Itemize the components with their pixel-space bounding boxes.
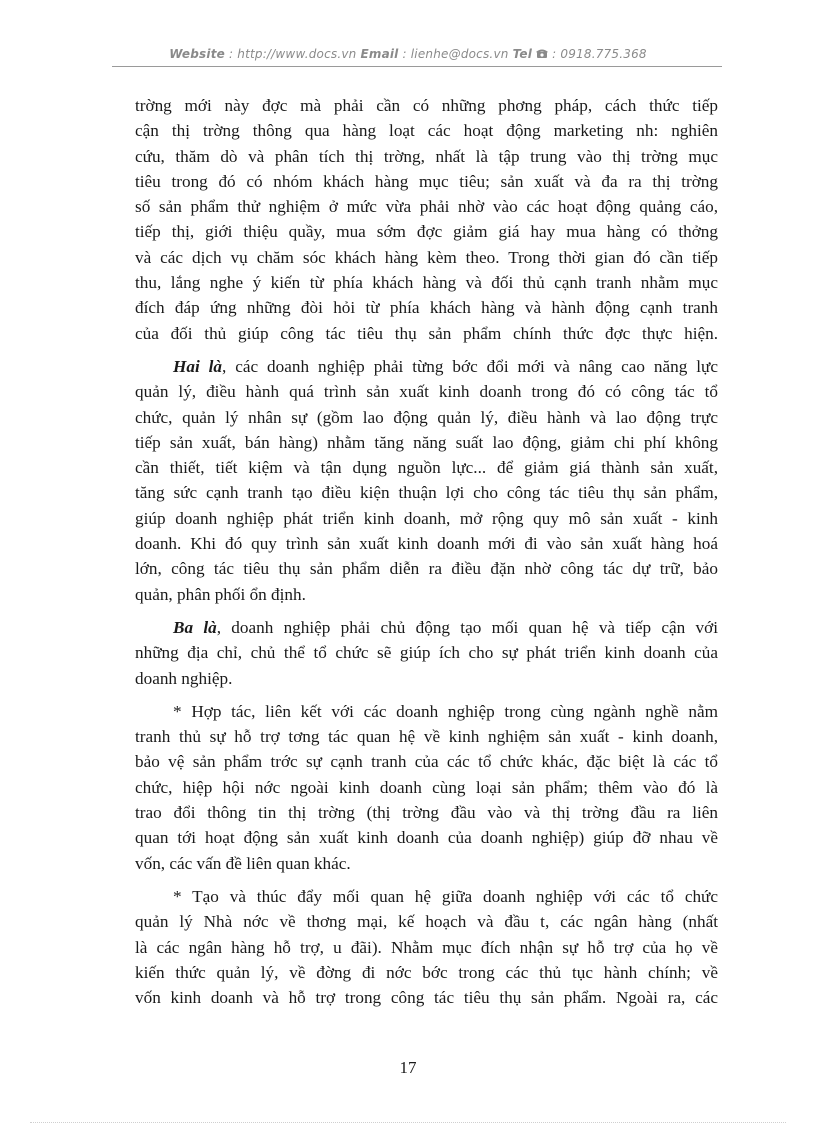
paragraph (135, 699, 718, 876)
text-line: và các dịch vụ chăm sóc khách hàng kèm theo. Trong thời gian đó cần tiếp (135, 247, 718, 267)
email-label: Email (360, 47, 399, 61)
text-line: * Tạo và thúc đẩy mối quan hệ giữa doanh nghiệp với các tổ chức (173, 886, 718, 906)
text-line: cần thiết, tiết kiệm và tận dụng nguồn lực... để giảm giá thành sản xuất, (135, 458, 718, 478)
text-line: doanh. Khi đó quy trình sản xuất kinh doanh mới đi vào sản xuất hàng hoá (135, 534, 718, 554)
text-line: kiến thức quản lý, về đờng đi nớc bớc trong các thủ tục hành chính; về (135, 962, 718, 982)
text-line: Ba là, doanh nghiệp phải chủ động tạo mối quan hệ và tiếp cận với (173, 617, 718, 637)
text-line: bảo vệ sản phẩm trớc sự cạnh tranh của các tổ chức khác, đặc biệt là các tổ (135, 752, 718, 772)
text-line: cận thị trờng thông qua hàng loạt các hoạt động marketing nh: nghiên (135, 121, 718, 141)
text-line: trao đổi thông tin thị trờng (thị trờng đầu vào và thị trờng đầu ra liên (135, 803, 718, 823)
text-line: trờng mới này đợc mà phải cần có những phơng pháp, cách thức tiếp (135, 96, 718, 115)
header-divider (112, 66, 722, 67)
text-line: tiếp sản xuất, bán hàng) nhằm tăng năng suất lao động, giảm chi phí không (135, 432, 718, 452)
text-line: là các ngân hàng hỗ trợ, u đãi). Nhằm mục đích nhận sự hỗ trợ của họ về (135, 937, 718, 957)
text-line: đích đáp ứng những đòi hỏi từ phía khách hàng và hành động cạnh tranh (135, 298, 718, 318)
email-value[interactable]: : lienhe@docs.vn (402, 47, 509, 61)
page-number: 17 (399, 1058, 417, 1077)
text-line: cứu, thăm dò và phân tích thị trờng, nhất là tập trung vào thị trờng mục (135, 146, 718, 166)
text-line: tiếp thị, giới thiệu quầy, mua sớm đợc giảm giá hay mua hàng có thởng (135, 222, 718, 242)
text-line: của đối thủ giúp công tác tiêu thụ sản phẩm chính thức đợc thực hiện. (135, 323, 718, 343)
paragraph-lead: Hai là (173, 356, 223, 376)
text-line: vốn kinh doanh và hỗ trợ trong công tác tiêu thụ sản phẩm. Ngoài ra, các (135, 988, 718, 1008)
text-line: thu, lắng nghe ý kiến từ phía khách hàng và đối thủ cạnh tranh nhằm mục (135, 273, 718, 293)
text-line: Hai là, các doanh nghiệp phải từng bớc đổi mới và nâng cao năng lực (173, 356, 718, 376)
document-body (135, 93, 718, 1010)
paragraph (135, 615, 718, 691)
website-label: Website (169, 47, 225, 61)
text-line: tranh thủ sự hỗ trợ tơng tác quan hệ về kinh nghiệm sản xuất - kinh doanh, (135, 727, 718, 747)
text-line: giúp doanh nghiệp phát triển kinh doanh, mở rộng quy mô sản xuất - kinh (135, 508, 718, 528)
text-line: số sản phẩm thử nghiệm ở mức vừa phải nhờ vào các hoạt động quảng cáo, (135, 197, 718, 217)
text-line: tăng sức cạnh tranh tạo điều kiện thuận lợi cho công tác tiêu thụ sản phẩm, (135, 483, 718, 503)
text-line: quan tới hoạt động sản xuất kinh doanh của doanh nghiệp) giúp đỡ nhau về (135, 828, 718, 848)
paragraph-lead: Ba là (173, 617, 217, 637)
text-line: doanh nghiệp. (135, 668, 233, 688)
text-line: lớn, công tác tiêu thụ sản phẩm diễn ra điều đặn nhờ công tác dự trữ, bảo (135, 559, 718, 579)
website-value[interactable]: : http://www.docs.vn (229, 47, 357, 61)
text-line: quản lý Nhà nớc về thơng mại, kế hoạch và đầu t, các ngân hàng (nhất (135, 912, 718, 932)
text-line: những địa chỉ, chủ thể tổ chức sẽ giúp ích cho sự phát triển kinh doanh của (135, 643, 718, 663)
text-line: * Hợp tác, liên kết với các doanh nghiệp trong cùng ngành nghề nằm (173, 701, 718, 721)
text-line: chức, hiệp hội nớc ngoài kinh doanh cùng loại sản phẩm; thêm vào đó là (135, 777, 718, 797)
text-line: vốn, các vấn đề liên quan khác. (135, 853, 351, 873)
tel-value: : 0918.775.368 (552, 47, 647, 61)
phone-icon (536, 47, 552, 61)
text-line: tiêu trong đó có nhóm khách hàng mục tiêu; sản xuất và đa ra thị trờng (135, 171, 718, 191)
paragraph (135, 93, 718, 346)
tel-label: Tel (512, 47, 533, 61)
text-line: quản lý, điều hành quá trình sản xuất kinh doanh trong đó có công tác tổ (135, 382, 718, 402)
paragraph (135, 884, 718, 1010)
page-header (0, 47, 816, 61)
text-line: quản, phân phối ổn định. (135, 584, 306, 604)
text-line: chức, quản lý nhân sự (gồm lao động quản lý, điều hành và lao động trực (135, 407, 718, 427)
paragraph (135, 354, 718, 607)
